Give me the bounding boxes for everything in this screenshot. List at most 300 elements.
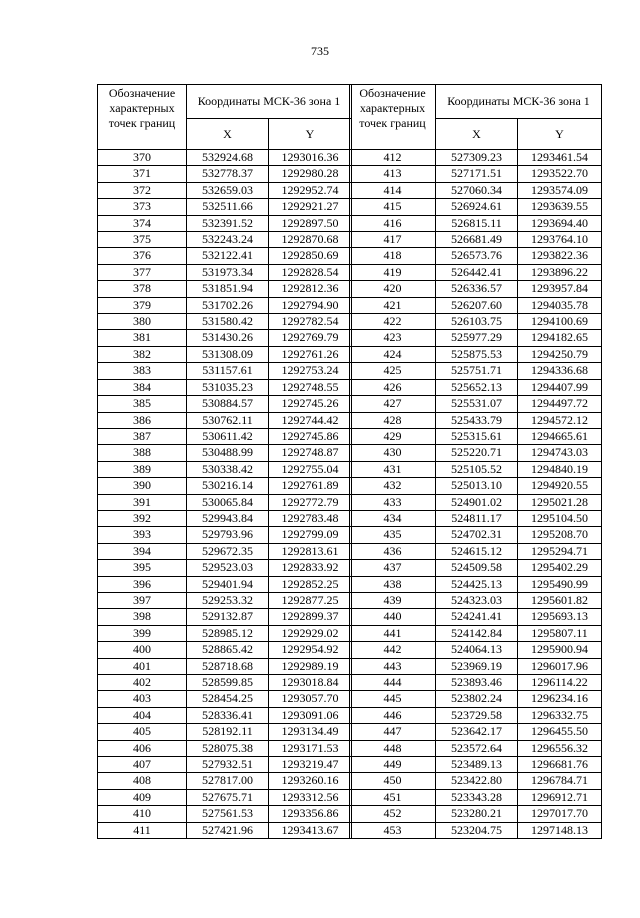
cell-x: 532778.37 bbox=[187, 166, 269, 182]
table-row bbox=[98, 297, 352, 313]
cell-y: 1294840.19 bbox=[518, 461, 602, 477]
cell-point-number: 411 bbox=[98, 822, 187, 838]
cell-point-number: 447 bbox=[350, 724, 436, 740]
cell-point-number: 381 bbox=[98, 330, 187, 346]
table-row bbox=[350, 740, 602, 756]
cell-y: 1296332.75 bbox=[518, 707, 602, 723]
cell-point-number: 392 bbox=[98, 510, 187, 526]
table-row bbox=[350, 609, 602, 625]
cell-y: 1295601.82 bbox=[518, 592, 602, 608]
cell-y: 1292921.27 bbox=[269, 199, 352, 215]
cell-x: 528075.38 bbox=[187, 740, 269, 756]
table-row bbox=[350, 445, 602, 461]
cell-y: 1292828.54 bbox=[269, 264, 352, 280]
cell-y: 1295402.29 bbox=[518, 560, 602, 576]
table-row bbox=[98, 412, 352, 428]
cell-x: 523280.21 bbox=[436, 806, 518, 822]
cell-x: 529943.84 bbox=[187, 510, 269, 526]
cell-point-number: 406 bbox=[98, 740, 187, 756]
cell-x: 530338.42 bbox=[187, 461, 269, 477]
coordinates-table-left bbox=[97, 84, 352, 839]
cell-x: 525433.79 bbox=[436, 412, 518, 428]
cell-point-number: 430 bbox=[350, 445, 436, 461]
cell-x: 524702.31 bbox=[436, 527, 518, 543]
cell-point-number: 405 bbox=[98, 724, 187, 740]
cell-x: 529523.03 bbox=[187, 560, 269, 576]
cell-x: 527421.96 bbox=[187, 822, 269, 838]
cell-y: 1292761.26 bbox=[269, 346, 352, 362]
cell-y: 1294920.55 bbox=[518, 478, 602, 494]
cell-y: 1293694.40 bbox=[518, 215, 602, 231]
table-row bbox=[350, 658, 602, 674]
table-row bbox=[98, 642, 352, 658]
header-x: X bbox=[436, 119, 518, 150]
table-row bbox=[98, 330, 352, 346]
cell-point-number: 380 bbox=[98, 314, 187, 330]
table-row bbox=[98, 232, 352, 248]
table-row bbox=[350, 592, 602, 608]
table-row bbox=[350, 576, 602, 592]
table-row bbox=[98, 789, 352, 805]
cell-y: 1297148.13 bbox=[518, 822, 602, 838]
table-row bbox=[350, 182, 602, 198]
table-body-left bbox=[98, 150, 352, 839]
table-row bbox=[98, 215, 352, 231]
cell-y: 1293461.54 bbox=[518, 150, 602, 166]
table-row bbox=[350, 166, 602, 182]
table-row bbox=[350, 625, 602, 641]
cell-y: 1293219.47 bbox=[269, 757, 352, 773]
cell-y: 1292772.79 bbox=[269, 494, 352, 510]
table-row bbox=[98, 264, 352, 280]
table-row bbox=[350, 199, 602, 215]
cell-point-number: 402 bbox=[98, 675, 187, 691]
cell-x: 526207.60 bbox=[436, 297, 518, 313]
cell-point-number: 415 bbox=[350, 199, 436, 215]
cell-point-number: 397 bbox=[98, 592, 187, 608]
cell-x: 523802.24 bbox=[436, 691, 518, 707]
cell-y: 1295693.13 bbox=[518, 609, 602, 625]
table-row bbox=[350, 297, 602, 313]
cell-point-number: 442 bbox=[350, 642, 436, 658]
cell-point-number: 417 bbox=[350, 232, 436, 248]
cell-x: 525977.29 bbox=[436, 330, 518, 346]
cell-x: 528192.11 bbox=[187, 724, 269, 740]
cell-x: 531157.61 bbox=[187, 363, 269, 379]
cell-x: 524064.13 bbox=[436, 642, 518, 658]
cell-point-number: 388 bbox=[98, 445, 187, 461]
table-row bbox=[350, 527, 602, 543]
table-row bbox=[350, 346, 602, 362]
table-row bbox=[350, 543, 602, 559]
cell-point-number: 376 bbox=[98, 248, 187, 264]
cell-x: 525315.61 bbox=[436, 428, 518, 444]
cell-y: 1292745.26 bbox=[269, 396, 352, 412]
cell-point-number: 372 bbox=[98, 182, 187, 198]
table-row bbox=[350, 248, 602, 264]
cell-y: 1292783.48 bbox=[269, 510, 352, 526]
cell-point-number: 378 bbox=[98, 281, 187, 297]
cell-y: 1292952.74 bbox=[269, 182, 352, 198]
cell-point-number: 429 bbox=[350, 428, 436, 444]
cell-point-number: 426 bbox=[350, 379, 436, 395]
header-y: Y bbox=[518, 119, 602, 150]
cell-y: 1295208.70 bbox=[518, 527, 602, 543]
cell-point-number: 419 bbox=[350, 264, 436, 280]
cell-y: 1297017.70 bbox=[518, 806, 602, 822]
cell-y: 1292745.86 bbox=[269, 428, 352, 444]
table-row bbox=[350, 560, 602, 576]
cell-x: 525531.07 bbox=[436, 396, 518, 412]
cell-y: 1295490.99 bbox=[518, 576, 602, 592]
cell-point-number: 446 bbox=[350, 707, 436, 723]
cell-x: 528599.85 bbox=[187, 675, 269, 691]
cell-y: 1293896.22 bbox=[518, 264, 602, 280]
cell-point-number: 386 bbox=[98, 412, 187, 428]
cell-point-number: 423 bbox=[350, 330, 436, 346]
cell-x: 532391.52 bbox=[187, 215, 269, 231]
cell-x: 528336.41 bbox=[187, 707, 269, 723]
cell-point-number: 451 bbox=[350, 789, 436, 805]
table-row bbox=[98, 724, 352, 740]
cell-x: 525013.10 bbox=[436, 478, 518, 494]
cell-point-number: 425 bbox=[350, 363, 436, 379]
cell-y: 1293356.86 bbox=[269, 806, 352, 822]
table-row bbox=[98, 199, 352, 215]
cell-point-number: 390 bbox=[98, 478, 187, 494]
cell-x: 526573.76 bbox=[436, 248, 518, 264]
cell-x: 524142.84 bbox=[436, 625, 518, 641]
cell-y: 1296784.71 bbox=[518, 773, 602, 789]
table-row bbox=[98, 166, 352, 182]
table-row bbox=[350, 461, 602, 477]
cell-point-number: 422 bbox=[350, 314, 436, 330]
cell-x: 529793.96 bbox=[187, 527, 269, 543]
table-row bbox=[98, 773, 352, 789]
cell-x: 525220.71 bbox=[436, 445, 518, 461]
cell-y: 1294572.12 bbox=[518, 412, 602, 428]
cell-point-number: 420 bbox=[350, 281, 436, 297]
cell-y: 1294407.99 bbox=[518, 379, 602, 395]
table-row bbox=[98, 609, 352, 625]
cell-x: 532243.24 bbox=[187, 232, 269, 248]
cell-point-number: 431 bbox=[350, 461, 436, 477]
cell-x: 527309.23 bbox=[436, 150, 518, 166]
table-row bbox=[350, 757, 602, 773]
table-row bbox=[98, 363, 352, 379]
cell-y: 1294743.03 bbox=[518, 445, 602, 461]
table-row bbox=[350, 773, 602, 789]
cell-x: 529401.94 bbox=[187, 576, 269, 592]
cell-y: 1293574.09 bbox=[518, 182, 602, 198]
table-row bbox=[350, 478, 602, 494]
cell-x: 532122.41 bbox=[187, 248, 269, 264]
cell-x: 527561.53 bbox=[187, 806, 269, 822]
table-row bbox=[98, 560, 352, 576]
cell-point-number: 443 bbox=[350, 658, 436, 674]
cell-point-number: 437 bbox=[350, 560, 436, 576]
cell-point-number: 424 bbox=[350, 346, 436, 362]
table-row bbox=[98, 445, 352, 461]
cell-x: 531580.42 bbox=[187, 314, 269, 330]
cell-y: 1292870.68 bbox=[269, 232, 352, 248]
cell-y: 1295021.28 bbox=[518, 494, 602, 510]
table-row bbox=[98, 478, 352, 494]
table-row bbox=[98, 576, 352, 592]
table-row bbox=[350, 675, 602, 691]
cell-point-number: 403 bbox=[98, 691, 187, 707]
table-row bbox=[98, 707, 352, 723]
cell-y: 1292761.89 bbox=[269, 478, 352, 494]
cell-point-number: 428 bbox=[350, 412, 436, 428]
table-row bbox=[98, 379, 352, 395]
table-row bbox=[350, 330, 602, 346]
table-row bbox=[98, 510, 352, 526]
cell-y: 1293413.67 bbox=[269, 822, 352, 838]
cell-point-number: 389 bbox=[98, 461, 187, 477]
table-row bbox=[98, 691, 352, 707]
cell-point-number: 395 bbox=[98, 560, 187, 576]
cell-y: 1296556.32 bbox=[518, 740, 602, 756]
table-row bbox=[98, 592, 352, 608]
cell-x: 523893.46 bbox=[436, 675, 518, 691]
cell-y: 1292833.92 bbox=[269, 560, 352, 576]
cell-x: 531308.09 bbox=[187, 346, 269, 362]
cell-point-number: 444 bbox=[350, 675, 436, 691]
cell-point-number: 383 bbox=[98, 363, 187, 379]
table-row bbox=[350, 264, 602, 280]
cell-point-number: 433 bbox=[350, 494, 436, 510]
cell-y: 1294100.69 bbox=[518, 314, 602, 330]
cell-point-number: 374 bbox=[98, 215, 187, 231]
cell-x: 523969.19 bbox=[436, 658, 518, 674]
table-row bbox=[98, 461, 352, 477]
cell-y: 1292769.79 bbox=[269, 330, 352, 346]
table-row bbox=[98, 543, 352, 559]
cell-y: 1292929.02 bbox=[269, 625, 352, 641]
cell-point-number: 407 bbox=[98, 757, 187, 773]
cell-x: 530065.84 bbox=[187, 494, 269, 510]
table-row bbox=[98, 822, 352, 838]
table-row bbox=[98, 248, 352, 264]
cell-y: 1292748.87 bbox=[269, 445, 352, 461]
cell-x: 529132.87 bbox=[187, 609, 269, 625]
cell-x: 531973.34 bbox=[187, 264, 269, 280]
table-row bbox=[98, 527, 352, 543]
header-y: Y bbox=[269, 119, 352, 150]
cell-y: 1292852.25 bbox=[269, 576, 352, 592]
cell-x: 523572.64 bbox=[436, 740, 518, 756]
cell-x: 523729.58 bbox=[436, 707, 518, 723]
table-row bbox=[350, 396, 602, 412]
table-row bbox=[98, 658, 352, 674]
cell-x: 523343.28 bbox=[436, 789, 518, 805]
cell-point-number: 404 bbox=[98, 707, 187, 723]
cell-y: 1292748.55 bbox=[269, 379, 352, 395]
cell-y: 1294665.61 bbox=[518, 428, 602, 444]
cell-y: 1293822.36 bbox=[518, 248, 602, 264]
table-row bbox=[98, 346, 352, 362]
cell-x: 523489.13 bbox=[436, 757, 518, 773]
table-row bbox=[350, 363, 602, 379]
cell-y: 1293260.16 bbox=[269, 773, 352, 789]
table-row bbox=[350, 724, 602, 740]
cell-point-number: 377 bbox=[98, 264, 187, 280]
cell-x: 528454.25 bbox=[187, 691, 269, 707]
cell-y: 1294497.72 bbox=[518, 396, 602, 412]
cell-x: 527932.51 bbox=[187, 757, 269, 773]
cell-x: 529253.32 bbox=[187, 592, 269, 608]
cell-y: 1296681.76 bbox=[518, 757, 602, 773]
cell-x: 530216.14 bbox=[187, 478, 269, 494]
cell-y: 1296234.16 bbox=[518, 691, 602, 707]
cell-point-number: 418 bbox=[350, 248, 436, 264]
cell-y: 1295900.94 bbox=[518, 642, 602, 658]
cell-point-number: 384 bbox=[98, 379, 187, 395]
cell-y: 1293639.55 bbox=[518, 199, 602, 215]
cell-x: 526336.57 bbox=[436, 281, 518, 297]
cell-x: 526103.75 bbox=[436, 314, 518, 330]
cell-y: 1293312.56 bbox=[269, 789, 352, 805]
cell-y: 1292989.19 bbox=[269, 658, 352, 674]
header-point-designation: Обозначение характерных точек границ bbox=[98, 85, 187, 150]
cell-x: 526442.41 bbox=[436, 264, 518, 280]
table-row bbox=[98, 396, 352, 412]
cell-y: 1293057.70 bbox=[269, 691, 352, 707]
cell-y: 1292812.36 bbox=[269, 281, 352, 297]
table-row bbox=[350, 691, 602, 707]
table-row bbox=[98, 806, 352, 822]
cell-point-number: 382 bbox=[98, 346, 187, 362]
cell-y: 1296017.96 bbox=[518, 658, 602, 674]
cell-point-number: 445 bbox=[350, 691, 436, 707]
table-row bbox=[350, 806, 602, 822]
table-row bbox=[350, 215, 602, 231]
cell-y: 1292980.28 bbox=[269, 166, 352, 182]
cell-y: 1294035.78 bbox=[518, 297, 602, 313]
cell-x: 524811.17 bbox=[436, 510, 518, 526]
cell-x: 527817.00 bbox=[187, 773, 269, 789]
cell-y: 1293957.84 bbox=[518, 281, 602, 297]
cell-point-number: 401 bbox=[98, 658, 187, 674]
cell-x: 530488.99 bbox=[187, 445, 269, 461]
cell-point-number: 450 bbox=[350, 773, 436, 789]
cell-point-number: 371 bbox=[98, 166, 187, 182]
cell-point-number: 379 bbox=[98, 297, 187, 313]
header-x: X bbox=[187, 119, 269, 150]
cell-x: 527171.51 bbox=[436, 166, 518, 182]
cell-point-number: 413 bbox=[350, 166, 436, 182]
cell-point-number: 400 bbox=[98, 642, 187, 658]
cell-x: 525105.52 bbox=[436, 461, 518, 477]
cell-point-number: 398 bbox=[98, 609, 187, 625]
cell-y: 1295104.50 bbox=[518, 510, 602, 526]
cell-y: 1293091.06 bbox=[269, 707, 352, 723]
cell-x: 531702.26 bbox=[187, 297, 269, 313]
cell-point-number: 394 bbox=[98, 543, 187, 559]
table-row bbox=[98, 494, 352, 510]
cell-y: 1294336.68 bbox=[518, 363, 602, 379]
cell-y: 1295294.71 bbox=[518, 543, 602, 559]
cell-x: 523422.80 bbox=[436, 773, 518, 789]
cell-y: 1292755.04 bbox=[269, 461, 352, 477]
table-row bbox=[350, 642, 602, 658]
cell-y: 1292753.24 bbox=[269, 363, 352, 379]
cell-y: 1292794.90 bbox=[269, 297, 352, 313]
cell-x: 523204.75 bbox=[436, 822, 518, 838]
cell-point-number: 387 bbox=[98, 428, 187, 444]
cell-y: 1292877.25 bbox=[269, 592, 352, 608]
cell-y: 1294182.65 bbox=[518, 330, 602, 346]
header-coordinates: Координаты МСК-36 зона 1 bbox=[436, 85, 602, 119]
cell-x: 524901.02 bbox=[436, 494, 518, 510]
cell-point-number: 399 bbox=[98, 625, 187, 641]
table-row bbox=[350, 232, 602, 248]
table-row bbox=[350, 281, 602, 297]
cell-y: 1296912.71 bbox=[518, 789, 602, 805]
cell-x: 530611.42 bbox=[187, 428, 269, 444]
cell-x: 531430.26 bbox=[187, 330, 269, 346]
table-row bbox=[98, 625, 352, 641]
table-row bbox=[350, 412, 602, 428]
cell-point-number: 438 bbox=[350, 576, 436, 592]
cell-x: 524509.58 bbox=[436, 560, 518, 576]
cell-x: 530762.11 bbox=[187, 412, 269, 428]
cell-y: 1293522.70 bbox=[518, 166, 602, 182]
cell-point-number: 370 bbox=[98, 150, 187, 166]
table-row bbox=[350, 707, 602, 723]
cell-x: 524425.13 bbox=[436, 576, 518, 592]
cell-x: 527060.34 bbox=[436, 182, 518, 198]
cell-point-number: 453 bbox=[350, 822, 436, 838]
cell-y: 1295807.11 bbox=[518, 625, 602, 641]
cell-y: 1292899.37 bbox=[269, 609, 352, 625]
table-row bbox=[350, 510, 602, 526]
cell-point-number: 440 bbox=[350, 609, 436, 625]
table-row bbox=[98, 314, 352, 330]
cell-x: 528985.12 bbox=[187, 625, 269, 641]
table-row bbox=[350, 428, 602, 444]
table-row bbox=[350, 379, 602, 395]
cell-x: 525751.71 bbox=[436, 363, 518, 379]
page-number: 735 bbox=[311, 44, 329, 58]
cell-point-number: 436 bbox=[350, 543, 436, 559]
cell-y: 1293018.84 bbox=[269, 675, 352, 691]
table-row bbox=[98, 757, 352, 773]
cell-point-number: 435 bbox=[350, 527, 436, 543]
cell-point-number: 449 bbox=[350, 757, 436, 773]
cell-y: 1292782.54 bbox=[269, 314, 352, 330]
cell-point-number: 410 bbox=[98, 806, 187, 822]
cell-point-number: 434 bbox=[350, 510, 436, 526]
cell-x: 526681.49 bbox=[436, 232, 518, 248]
cell-point-number: 385 bbox=[98, 396, 187, 412]
cell-point-number: 414 bbox=[350, 182, 436, 198]
table-row bbox=[350, 150, 602, 166]
table-row bbox=[98, 182, 352, 198]
cell-x: 525652.13 bbox=[436, 379, 518, 395]
cell-point-number: 416 bbox=[350, 215, 436, 231]
cell-x: 523642.17 bbox=[436, 724, 518, 740]
table-row bbox=[350, 822, 602, 838]
cell-point-number: 432 bbox=[350, 478, 436, 494]
cell-y: 1293016.36 bbox=[269, 150, 352, 166]
table-row bbox=[350, 314, 602, 330]
cell-point-number: 409 bbox=[98, 789, 187, 805]
header-point-designation: Обозначение характерных точек границ bbox=[350, 85, 436, 150]
coordinates-table-right bbox=[349, 84, 602, 839]
cell-y: 1292813.61 bbox=[269, 543, 352, 559]
